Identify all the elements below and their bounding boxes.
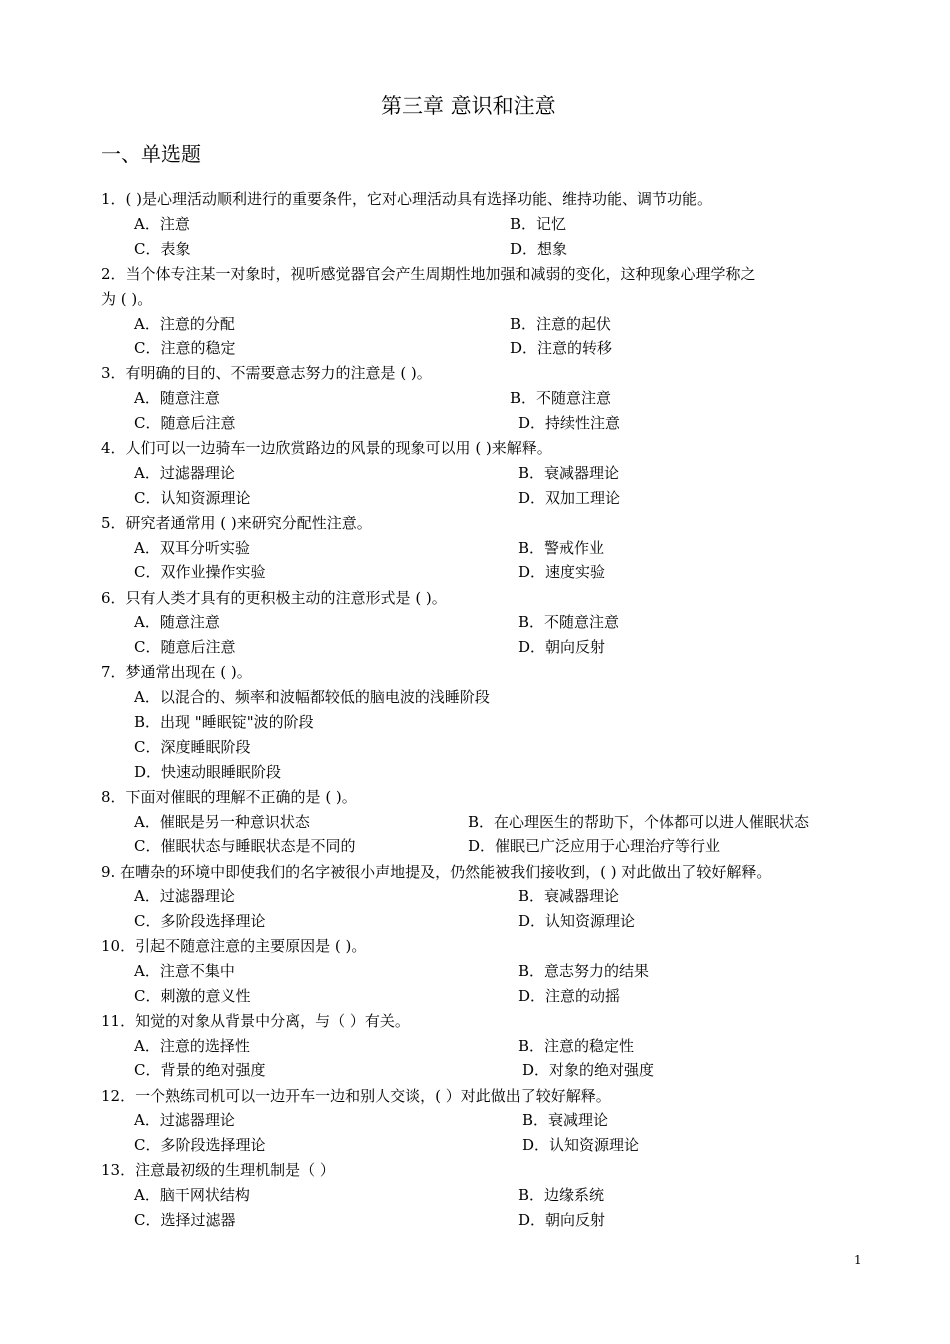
- option: C．选择过滤器: [134, 1211, 236, 1229]
- option: C．双作业操作实验: [134, 563, 266, 581]
- option: D．认知资源理论: [518, 912, 636, 930]
- option: B．警戒作业: [518, 539, 605, 557]
- option: C．注意的稳定: [134, 339, 236, 357]
- question-1: 1．( )是心理活动顺利进行的重要条件，它对心理活动具有选择功能、维持功能、调节功能。: [101, 190, 713, 208]
- option: C．认知资源理论: [134, 489, 251, 507]
- option: D．快速动眼睡眠阶段: [134, 763, 282, 781]
- question-7: 7．梦通常出现在 ( )。: [101, 663, 252, 681]
- question-4: 4．人们可以一边骑车一边欣赏路边的风景的现象可以用 ( )来解释。: [101, 439, 552, 457]
- option: C．催眠状态与睡眠状态是不同的: [134, 837, 356, 855]
- option: D．持续性注意: [518, 414, 621, 432]
- option: B．不随意注意: [518, 613, 620, 631]
- section-heading: 一、单选题: [101, 142, 201, 166]
- option: A．过滤器理论: [134, 464, 235, 482]
- option: C．表象: [134, 240, 191, 258]
- question-13: 13．注意最初级的生理机制是（ ）: [101, 1161, 335, 1179]
- question-5: 5．研究者通常用 ( )来研究分配性注意。: [101, 514, 372, 532]
- option: D．认知资源理论: [522, 1136, 640, 1154]
- option: D．想象: [510, 240, 568, 258]
- page-title: 第三章 意识和注意: [381, 94, 556, 118]
- option: A．随意注意: [134, 613, 220, 631]
- option: D．速度实验: [518, 563, 606, 581]
- option: B．注意的起伏: [510, 315, 612, 333]
- option: A．以混合的、频率和波幅都较低的脑电波的浅睡阶段: [134, 688, 490, 706]
- option: A．注意的分配: [134, 315, 235, 333]
- option: D．注意的动摇: [518, 987, 621, 1005]
- question-2: 2．当个体专注某一对象时，视听感觉器官会产生周期性地加强和减弱的变化，这种现象心理学称之: [101, 265, 756, 283]
- question-6: 6．只有人类才具有的更积极主动的注意形式是 ( )。: [101, 589, 447, 607]
- option: C．深度睡眠阶段: [134, 738, 251, 756]
- option: B．出现 "睡眠锭"波的阶段: [134, 713, 314, 731]
- option: B．在心理医生的帮助下，个体都可以进人催眠状态: [468, 813, 810, 831]
- question-9: 9. 在嘈杂的环境中即使我们的名字被很小声地提及，仍然能被我们接收到，( ) 对此做出了较好解释。: [101, 863, 772, 881]
- option: D．朝向反射: [518, 638, 606, 656]
- question-10: 10．引起不随意注意的主要原因是 ( )。: [101, 937, 367, 955]
- option: C．刺激的意义性: [134, 987, 251, 1005]
- question-11: 11．知觉的对象从背景中分离，与（ ）有关。: [101, 1012, 410, 1030]
- page-number: 1: [854, 1253, 862, 1267]
- option: C．背景的绝对强度: [134, 1061, 266, 1079]
- option: C．随意后注意: [134, 414, 236, 432]
- option: B．衰减器理论: [518, 464, 620, 482]
- question-3: 3．有明确的目的、不需要意志努力的注意是 ( )。: [101, 364, 432, 382]
- option: A．随意注意: [134, 389, 220, 407]
- option: D．注意的转移: [510, 339, 613, 357]
- option: D．朝向反射: [518, 1211, 606, 1229]
- option: A．注意的选择性: [134, 1037, 250, 1055]
- option: A．注意: [134, 215, 190, 233]
- option: B．衰减器理论: [518, 887, 620, 905]
- option: D．双加工理论: [518, 489, 621, 507]
- option: A．双耳分听实验: [134, 539, 250, 557]
- question-8: 8．下面对催眠的理解不正确的是 ( )。: [101, 788, 357, 806]
- option: B．不随意注意: [510, 389, 612, 407]
- option: C．随意后注意: [134, 638, 236, 656]
- option: C．多阶段选择理论: [134, 1136, 266, 1154]
- question-2-cont: 为 ( )。: [101, 290, 153, 308]
- question-12: 12．一个熟练司机可以一边开车一边和别人交谈，( ）对此做出了较好解释。: [101, 1087, 611, 1105]
- option: B．记忆: [510, 215, 567, 233]
- option: B．边缘系统: [518, 1186, 605, 1204]
- option: D．催眠已广泛应用于心理治疗等行业: [468, 837, 721, 855]
- option: C．多阶段选择理论: [134, 912, 266, 930]
- option: A．过滤器理论: [134, 1111, 235, 1129]
- option: B．注意的稳定性: [518, 1037, 635, 1055]
- option: A．过滤器理论: [134, 887, 235, 905]
- option: A．注意不集中: [134, 962, 235, 980]
- option: A．脑干网状结构: [134, 1186, 250, 1204]
- option: A．催眠是另一种意识状态: [134, 813, 310, 831]
- option: B．意志努力的结果: [518, 962, 650, 980]
- option: D．对象的绝对强度: [522, 1061, 655, 1079]
- option: B．衰减理论: [522, 1111, 609, 1129]
